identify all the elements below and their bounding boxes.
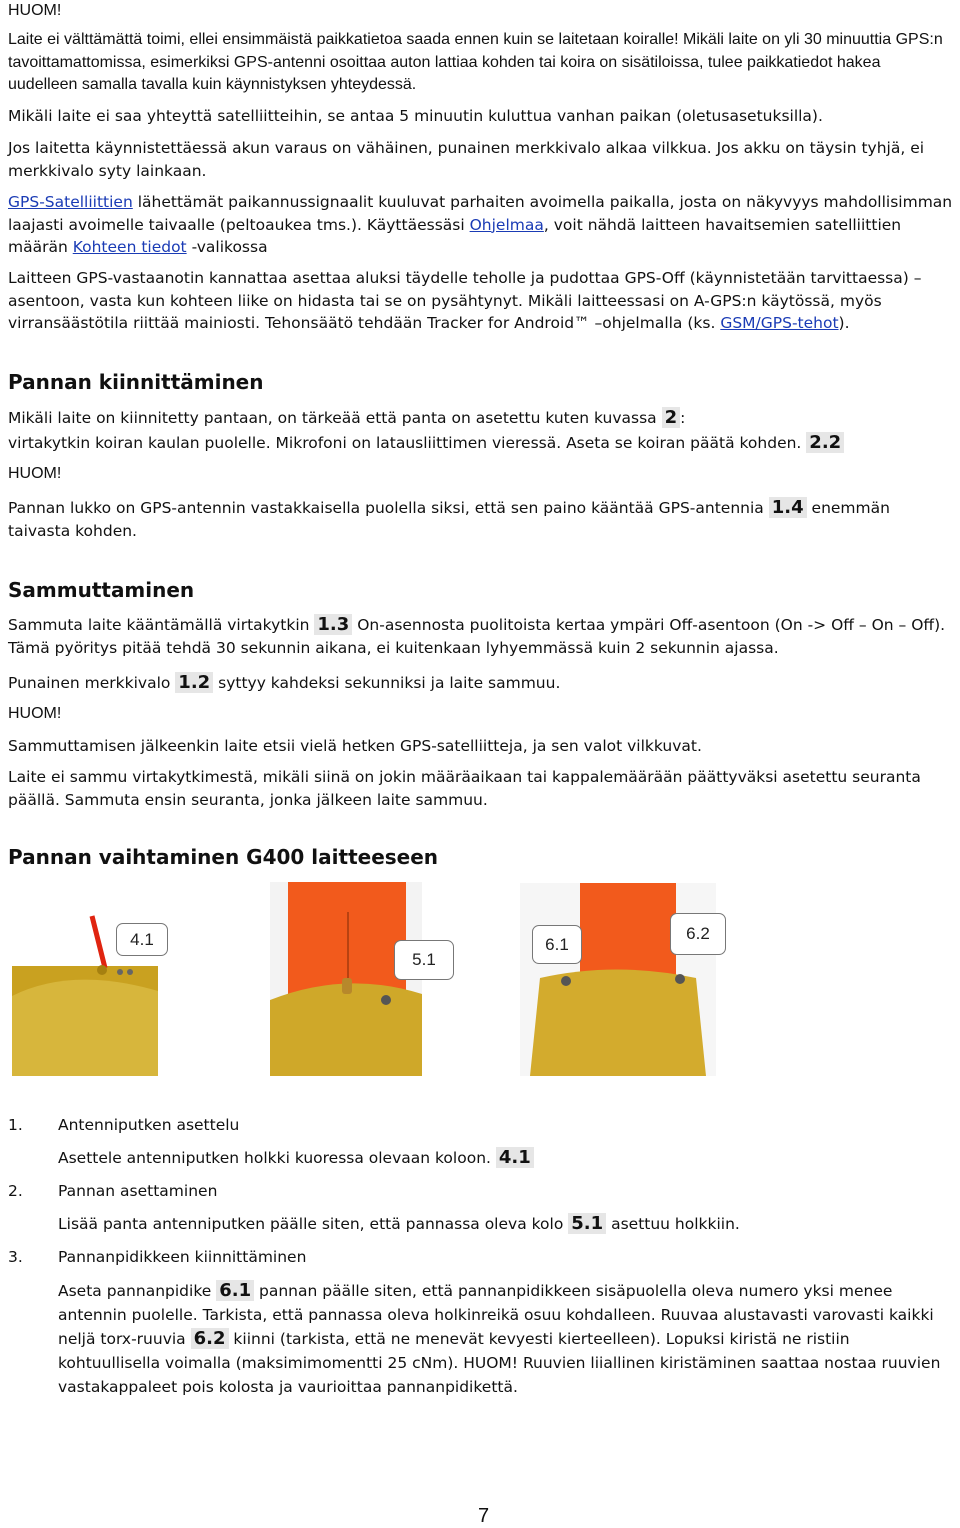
link-program[interactable]: Ohjelmaa xyxy=(469,215,544,234)
steps-list xyxy=(8,1114,954,1414)
step-1-number: 1. xyxy=(8,1116,23,1134)
callout-6-1: 6.1 xyxy=(532,925,582,964)
callout-5-1: 5.1 xyxy=(394,940,454,980)
photo-collar-holder-art xyxy=(520,883,716,1076)
photo-collar-holder xyxy=(520,883,716,1076)
paragraph-collar-3: Pannan lukko on GPS-antennin vastakkaisella puolella siksi, että sen paino kääntää GPS-antennia 1.4 enemmän taivasta kohden. xyxy=(8,497,890,540)
paragraph-shutdown-2: Punainen merkkivalo 1.2 syttyy kahdeksi sekunniksi ja laite sammuu. xyxy=(8,672,561,693)
paragraph-shutdown-1: Sammuta laite kääntämällä virtakytkin 1.3 On-asennosta puolitoista kertaa ympäri Off-asentoon (On -> Off – On – Off). Tämä pyöritys pitää tehdä 30 sekunnin aikana, ei kuitenkaan lyhyemmässä kuin 2 sekunnin ajassa. xyxy=(8,614,946,657)
step-1-title: Antenniputken asettelu xyxy=(58,1116,240,1134)
step-3-body: Aseta pannanpidike 6.1 pannan päälle siten, että pannanpidikkeen sisäpuolella oleva numero yksi menee antennin puolelle. Tarkista, että pannassa oleva holkinreikä osuu kohdalleen. Ruuvaa alustavasti varovasti kaikki neljä torx-ruuvia 6.2 kiinni (tarkista, että ne menevät kevyesti kierteelleen). Lopuksi kiristä ne ristiin kohtuullisella voimalla (maksimimomentti 25 cNm). HUOM! Ruuvien liiallinen kiristäminen saattaa nostaa ruuvien vastakappaleet pois kolosta ja vaurioittaa pannanpidikettä. xyxy=(58,1280,941,1396)
huom-label: HUOM! xyxy=(8,465,62,482)
step-1-body: Asettele antenniputken holkki kuoressa olevaan koloon. 4.1 xyxy=(58,1147,954,1170)
ref-number: 1.2 xyxy=(175,672,213,693)
callout-4-1: 4.1 xyxy=(116,923,168,956)
ref-number: 2 xyxy=(662,407,681,428)
paragraph-shutdown-3: Sammuttamisen jälkeenkin laite etsii vielä hetken GPS-satelliitteja, ja sen valot vilkkuvat. xyxy=(8,737,702,755)
paragraph-satellite-timeout: Mikäli laite ei saa yhteyttä satelliitteihin, se antaa 5 minuutin kuluttua vanhan paikan (oletusasetuksilla). xyxy=(8,107,823,125)
paragraph-gps-signal: GPS-Satelliittien lähettämät paikannussignaalit kuuluvat parhaiten avoimella paikalla, josta on näkyvyys mahdollisimman laajasti avoimelle taivaalle (peltoaukea tms.). Käyttäessäsi Ohjelmaa, voit nähdä laitteen havaitsemien satelliittien määrän Kohteen tiedot -valikossa xyxy=(8,193,953,256)
step-3-number: 3. xyxy=(8,1248,23,1266)
callout-6-2: 6.2 xyxy=(670,913,726,955)
step-2-title: Pannan asettaminen xyxy=(58,1182,218,1200)
heading-collar-attach: Pannan kiinnittäminen xyxy=(8,370,264,394)
paragraph-gps-power: Laitteen GPS-vastaanotin kannattaa asettaa aluksi täydelle teholle ja pudottaa GPS-Off (käynnistetään tarvittaessa) – asentoon, vasta kun kohteen liike on hidasta tai se on pysähtynyt. Mikäli laitteessasi on A-GPS:n käytössä, myös virransäästötila riittää mainiosti. Tehonsäätö tehdään Tracker for Android™ –ohjelmalla (ks. GSM/GPS-tehot). xyxy=(8,269,922,332)
huom-label: HUOM! xyxy=(8,2,62,19)
paragraph-collar-2: virtakytkin koiran kaulan puolelle. Mikrofoni on latausliittimen vieressä. Aseta se koiran päätä kohden. 2.2 xyxy=(8,432,954,455)
ref-number: 1.3 xyxy=(314,614,352,635)
step-2-body: Lisää panta antenniputken päälle siten, että pannassa oleva kolo 5.1 asettuu holkkiin. xyxy=(58,1213,740,1234)
ref-number: 1.4 xyxy=(769,497,807,518)
paragraph-first-fix: Laite ei välttämättä toimi, ellei ensimmäistä paikkatietoa saada ennen kuin se laitetaan koiralle! Mikäli laite on yli 30 minuuttia GPS:n tavoittamattomissa, esimerkiksi GPS-antenni osoittaa auton lattiaa kohden tai koira on sisätiloissa, tulee paikkatiedot hakea uudelleen samalla tavalla kuin käynnistyksen yhteydessä. xyxy=(8,31,943,93)
link-target-info[interactable]: Kohteen tiedot xyxy=(72,238,187,256)
ref-number: 5.1 xyxy=(568,1213,606,1234)
step-3-title: Pannanpidikkeen kiinnittäminen xyxy=(58,1248,307,1266)
huom-label: HUOM! xyxy=(8,705,62,722)
ref-number: 2.2 xyxy=(806,432,844,453)
step-2-number: 2. xyxy=(8,1182,23,1200)
heading-shutdown: Sammuttaminen xyxy=(8,578,195,602)
link-gps-satellites[interactable]: GPS-Satelliittien xyxy=(8,193,133,211)
ref-number: 6.2 xyxy=(191,1328,229,1349)
paragraph-shutdown-4: Laite ei sammu virtakytkimestä, mikäli siinä on jokin määräaikaan tai kappalemäärään päättyväksi asetettu seuranta päällä. Sammuta ensin seuranta, jonka jälkeen laite sammuu. xyxy=(8,768,921,809)
page-number: 7 xyxy=(478,1505,490,1527)
ref-number: 4.1 xyxy=(496,1147,534,1168)
link-gsm-gps-power[interactable]: GSM/GPS-tehot xyxy=(720,314,839,332)
paragraph-collar-1: Mikäli laite on kiinnitetty pantaan, on tärkeää että panta on asetettu kuten kuvassa 2 : xyxy=(8,407,686,428)
paragraph-battery: Jos laitetta käynnistettäessä akun varaus on vähäinen, punainen merkkivalo alkaa vilkkua. Jos akku on täysin tyhjä, ei merkkivalo syty lainkaan. xyxy=(8,139,925,180)
ref-number: 6.1 xyxy=(216,1280,254,1301)
heading-collar-change: Pannan vaihtaminen G400 laitteeseen xyxy=(8,845,439,869)
